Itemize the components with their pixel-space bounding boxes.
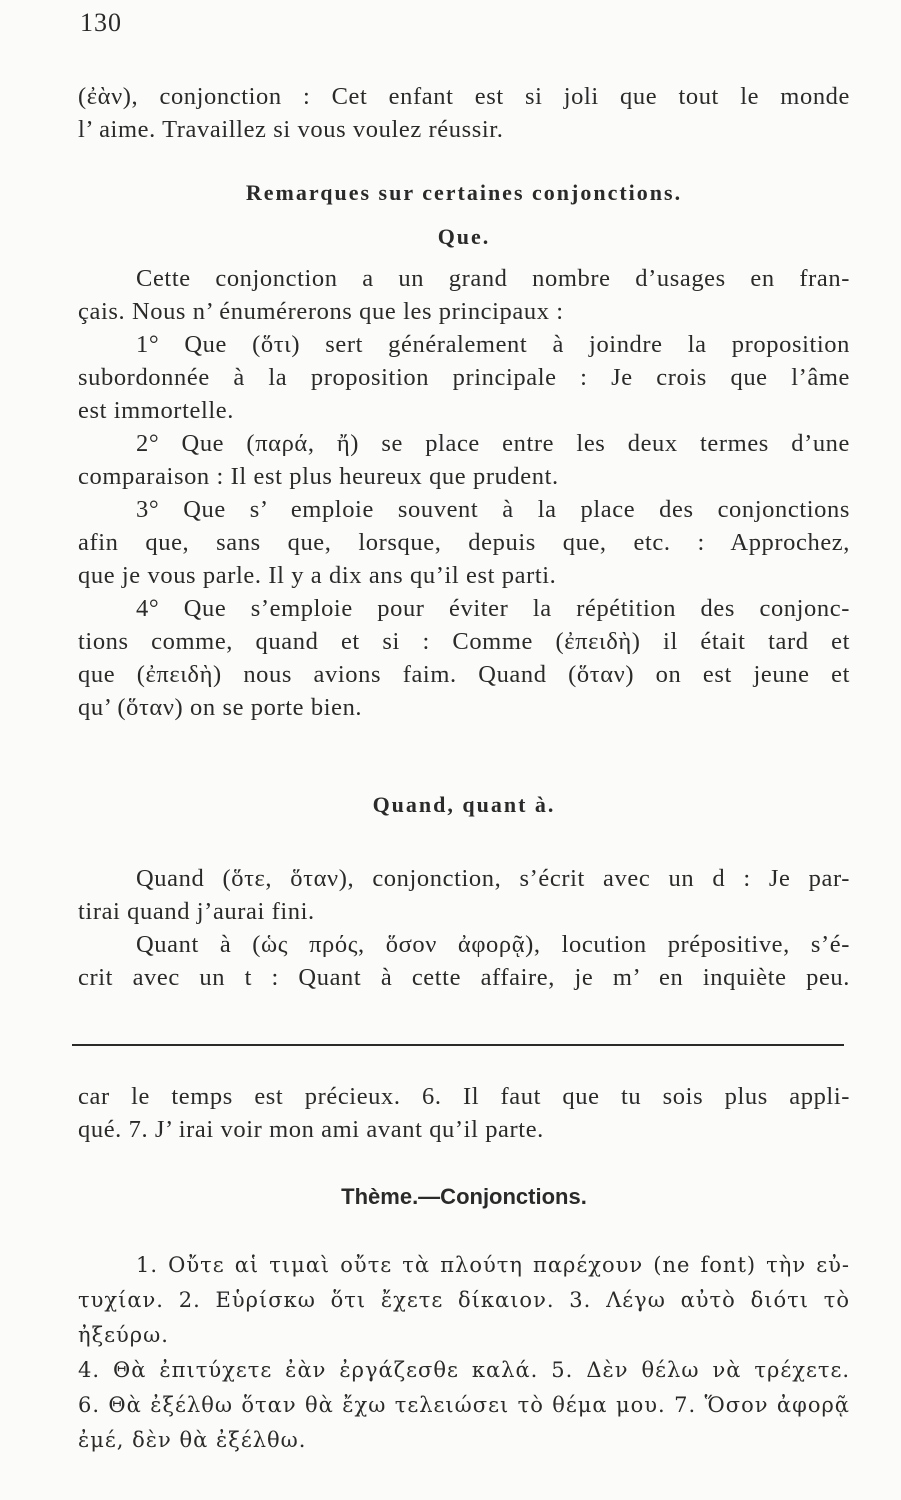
text-line: tions comme, quand et si : Comme (ἐπειδὴ) il était tard et	[78, 628, 850, 655]
text-line: que (ἐπειδὴ) nous avions faim. Quand (ὅταν) on est jeune et	[78, 661, 850, 688]
text-line: 2° Que (παρά, ἤ) se place entre les deux termes d’une	[136, 430, 850, 457]
text-line: 1° Que (ὅτι) sert généralement à joindre la proposition	[136, 331, 850, 358]
greek-line: 1. Οὔτε αἱ τιμαὶ οὔτε τὰ πλούτη παρέχουν (ne font) τὴν εὐ-	[136, 1253, 850, 1277]
greek-exercise	[78, 1248, 850, 1458]
text-line: afin que, sans que, lorsque, depuis que, etc. : Approchez,	[78, 529, 850, 556]
greek-line: ἐμέ, δὲν θὰ ἐξέλθω.	[78, 1428, 307, 1452]
text-line: est immortelle.	[78, 397, 234, 424]
footnote-divider	[72, 1044, 844, 1046]
text-line: l’ aime. Travaillez si vous voulez réussir.	[78, 116, 504, 143]
greek-line: 4. Θὰ ἐπιτύχετε ἐὰν ἐργάζεσθε καλά. 5. Δὲν θέλω νὰ τρέχετε.	[78, 1358, 850, 1382]
page-number: 130	[80, 8, 122, 37]
theme-heading: Thème.—Conjonctions.	[341, 1184, 587, 1209]
section-heading-quand: Quand, quant à.	[372, 792, 556, 817]
text-line: (ἐὰν), conjonction : Cet enfant est si joli que tout le monde	[78, 83, 850, 110]
text-line: qué. 7. J’ irai voir mon ami avant qu’il parte.	[78, 1116, 544, 1143]
exercise-continuation	[78, 1080, 850, 1146]
quand-section-text	[78, 862, 850, 994]
text-line: Quand (ὅτε, ὅταν), conjonction, s’écrit avec un d : Je par-	[136, 865, 850, 892]
text-line: subordonnée à la proposition principale : Je crois que l’âme	[78, 364, 850, 391]
greek-line: 6. Θὰ ἐξέλθω ὅταν θὰ ἔχω τελειώσει τὸ θέμα μου. 7. Ὅσον ἀφορᾷ	[78, 1393, 850, 1417]
text-line: car le temps est précieux. 6. Il faut que tu sois plus appli-	[78, 1083, 850, 1110]
text-line: 4° Que s’emploie pour éviter la répétition des conjonc-	[136, 595, 850, 622]
text-line: Cette conjonction a un grand nombre d’usages en fran-	[136, 265, 850, 292]
greek-line: τυχίαν. 2. Εὑρίσκω ὅτι ἔχετε δίκαιον. 3. Λέγω αὐτὸ διότι τὸ ἠξεύρω.	[78, 1288, 850, 1347]
text-line: crit avec un t : Quant à cette affaire, je m’ en inquiète peu.	[78, 964, 850, 991]
text-line: qu’ (ὅταν) on se porte bien.	[78, 694, 363, 721]
text-line: Quant à (ὡς πρός, ὅσον ἀφορᾷ), locution prépositive, s’é-	[136, 931, 850, 958]
text-line: que je vous parle. Il y a dix ans qu’il est parti.	[78, 562, 557, 589]
section-heading-remarques: Remarques sur certaines conjonctions.	[245, 180, 683, 205]
intro-text	[78, 80, 850, 146]
text-line: çais. Nous n’ énumérerons que les principaux :	[78, 298, 564, 325]
text-line: 3° Que s’ emploie souvent à la place des conjonctions	[136, 496, 850, 523]
subsection-heading-que: Que.	[437, 224, 491, 249]
que-section-text	[78, 262, 850, 724]
text-line: comparaison : Il est plus heureux que prudent.	[78, 463, 559, 490]
text-line: tirai quand j’aurai fini.	[78, 898, 315, 925]
